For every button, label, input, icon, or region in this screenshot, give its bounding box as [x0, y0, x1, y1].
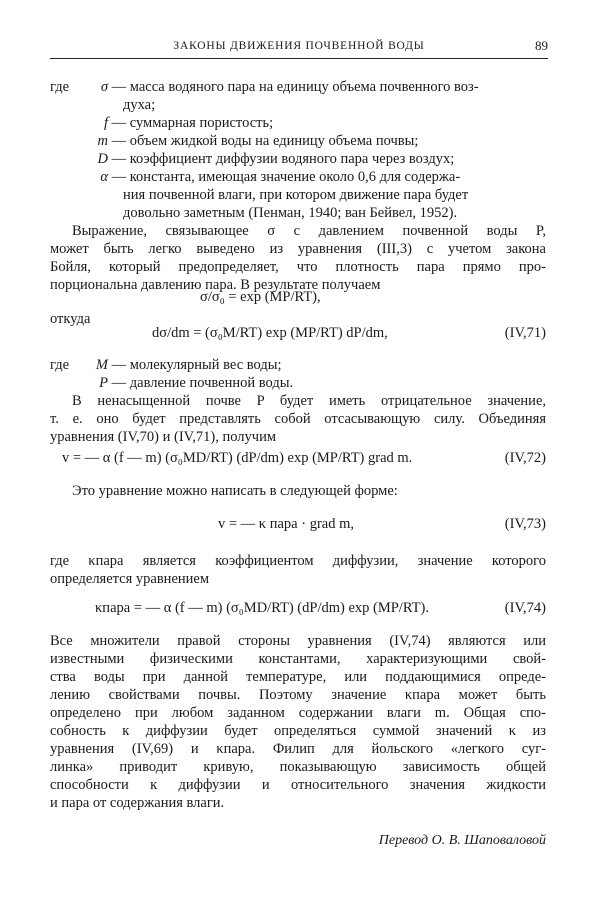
- equation: v = — κ пара · grad m,: [218, 516, 354, 532]
- equation: v = — α (f — m) (σ₀MD/RT) (dP/dm) exp (MP/RT) grad m.: [62, 450, 413, 466]
- paragraph-line: ства воды при данной температуре, или поддающимися опреде-: [50, 669, 546, 685]
- paragraph-line: откуда: [50, 311, 91, 327]
- translator-signature: Перевод О. В. Шаповаловой: [378, 833, 546, 848]
- page-number: 89: [535, 38, 548, 53]
- paragraph-line: Это уравнение можно написать в следующей форме:: [72, 483, 398, 499]
- equation: κпара = — α (f — m) (σ₀MD/RT) (dP/dm) exp (MP/RT).: [95, 600, 429, 616]
- paragraph-line: уравнения (IV,69) и κпара. Филип для йольского «легкого суг-: [50, 741, 546, 757]
- paragraph-line: порциональна давлению пара. В результате получаем: [50, 277, 381, 293]
- running-header: [50, 40, 548, 59]
- paragraph-line: уравнения (IV,70) и (IV,71), получим: [50, 429, 277, 445]
- paragraph-line: способности к диффузии и относительного значения жидкости: [50, 777, 546, 793]
- paragraph-line: где κпара является коэффициентом диффузии, значение которого: [50, 553, 546, 569]
- equation-number: (IV,71): [504, 325, 546, 341]
- definition-sigma: где σ — масса водяного пара на единицу объема почвенного воз-: [50, 79, 479, 95]
- equation-number: (IV,73): [504, 516, 546, 532]
- equation-number: (IV,74): [504, 600, 546, 616]
- equation-number: (IV,72): [504, 450, 546, 466]
- paragraph-line: В ненасыщенной почве P будет иметь отрицательное значение,: [72, 393, 546, 409]
- definition-continuation: ния почвенной влаги, при котором движение пара будет: [123, 187, 469, 203]
- paragraph-line: Выражение, связывающее σ с давлением почвенной воды P,: [72, 223, 546, 239]
- definition-m: m — объем жидкой воды на единицу объема почвы;: [97, 133, 419, 149]
- paragraph-line: лению свойствами почвы. Поэтому значение κпара может быть: [50, 687, 546, 703]
- paragraph-line: и пара от содержания влаги.: [50, 795, 225, 811]
- definition-alpha: α — константа, имеющая значение около 0,6 для содержа-: [100, 169, 461, 185]
- definition-M: где M — молекулярный вес воды;: [50, 357, 282, 373]
- paragraph-line: определено при любом заданном содержании влаги m. Общая спо-: [50, 705, 546, 721]
- paragraph-line: определяется уравнением: [50, 571, 210, 587]
- paragraph-line: собность к диффузии будет определяться суммой значений κ из: [50, 723, 546, 739]
- paragraph-line: известными физическими константами, характеризующими свой-: [50, 651, 546, 667]
- paragraph-line: Все множители правой стороны уравнения (IV,74) являются или: [50, 633, 546, 649]
- definition-continuation: духа;: [123, 97, 156, 113]
- header-title: ЗАКОНЫ ДВИЖЕНИЯ ПОЧВЕННОЙ ВОДЫ: [173, 40, 425, 52]
- paragraph-line: т. е. оно будет представлять собой отсасывающую силу. Объединяя: [50, 411, 546, 427]
- definition-continuation: довольно заметным (Пенман, 1940; ван Бейвел, 1952).: [123, 205, 458, 221]
- equation: dσ/dm = (σ₀M/RT) exp (MP/RT) dP/dm,: [152, 325, 388, 341]
- equation: σ/σ₀ = exp (MP/RT),: [200, 289, 321, 305]
- paragraph-line: линка» приводит кривую, показывающую зависимость общей: [50, 759, 546, 775]
- definition-P: P — давление почвенной воды.: [99, 375, 294, 391]
- definition-f: f — суммарная пористость;: [103, 115, 274, 131]
- paragraph-line: может быть легко выведено из уравнения (III,3) с учетом закона: [50, 241, 546, 257]
- paragraph-line: Бойля, который предопределяет, что плотность пара прямо про-: [50, 259, 546, 275]
- definition-d: D — коэффициент диффузии водяного пара через воздух;: [97, 151, 455, 167]
